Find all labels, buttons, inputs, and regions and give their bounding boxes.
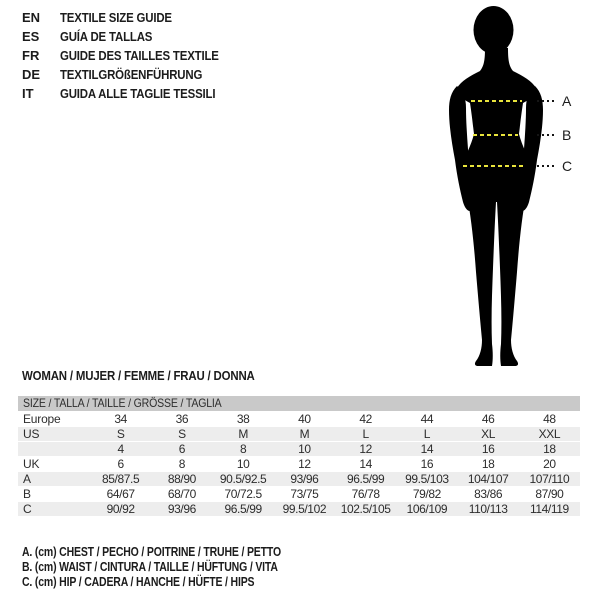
table-cell: 93/96 bbox=[290, 472, 319, 486]
table-cell: 46 bbox=[481, 412, 495, 426]
size-table-body bbox=[18, 411, 580, 516]
table-cell: 96.5/99 bbox=[347, 472, 385, 486]
gender-heading bbox=[22, 368, 286, 383]
table-cell: 87/90 bbox=[535, 487, 564, 501]
table-cell: M bbox=[299, 427, 310, 441]
language-code: EN bbox=[22, 10, 41, 25]
table-cell: 83/86 bbox=[474, 487, 503, 501]
waist-measure-dash bbox=[473, 134, 518, 136]
table-cell: 6 bbox=[117, 457, 124, 471]
waist-leader-dots bbox=[537, 134, 554, 136]
table-cell: 73/75 bbox=[290, 487, 319, 501]
table-cell: 88/90 bbox=[167, 472, 196, 486]
woman-silhouette bbox=[430, 4, 573, 369]
table-cell: 10 bbox=[298, 442, 311, 456]
table-cell: 110/113 bbox=[468, 502, 508, 516]
table-cell: 10 bbox=[236, 457, 250, 471]
table-cell: L bbox=[423, 427, 431, 441]
table-cell: 20 bbox=[543, 457, 556, 471]
language-code: DE bbox=[22, 67, 41, 82]
table-row-label: C bbox=[23, 502, 32, 516]
table-row-label bbox=[18, 442, 90, 456]
table-row-label: Europe bbox=[23, 412, 61, 426]
table-cell: 34 bbox=[114, 412, 127, 426]
table-cell: 36 bbox=[175, 412, 189, 426]
table-cell: 96.5/99 bbox=[224, 502, 262, 516]
table-cell: 99.5/103 bbox=[405, 472, 449, 486]
table-cell: 40 bbox=[298, 412, 311, 426]
table-cell: 107/110 bbox=[529, 472, 570, 486]
chest-leader-dots bbox=[537, 100, 554, 102]
table-cell: 16 bbox=[481, 442, 495, 456]
table-cell: 18 bbox=[481, 457, 495, 471]
language-title: TEXTILGRÖßENFÜHRUNG bbox=[60, 67, 203, 82]
language-title-block bbox=[22, 8, 240, 103]
table-cell: 44 bbox=[420, 412, 434, 426]
table-row bbox=[18, 411, 580, 426]
table-cell: 104/107 bbox=[467, 472, 509, 486]
measurement-legend bbox=[22, 545, 330, 590]
size-table-header bbox=[18, 396, 580, 411]
language-row bbox=[22, 8, 240, 27]
table-cell: 79/82 bbox=[412, 487, 441, 501]
table-cell: 93/96 bbox=[167, 502, 196, 516]
table-row bbox=[18, 501, 580, 516]
table-cell: 38 bbox=[236, 412, 250, 426]
language-row bbox=[22, 65, 240, 84]
table-cell: 42 bbox=[359, 412, 372, 426]
hip-leader-dots bbox=[537, 165, 554, 167]
table-row-label: B bbox=[23, 487, 31, 501]
table-row bbox=[18, 456, 580, 471]
table-cell: 4 bbox=[117, 442, 124, 456]
table-cell: 6 bbox=[178, 442, 186, 456]
table-cell: XXL bbox=[538, 427, 561, 441]
measure-label-waist: B bbox=[562, 127, 572, 143]
legend-line: C. (cm) HIP / CADERA / HANCHE / HÜFTE / HIPS bbox=[22, 575, 255, 589]
table-cell: 85/87.5 bbox=[102, 472, 140, 486]
legend-line: A. (cm) CHEST / PECHO / POITRINE / TRUHE / PETTO bbox=[22, 545, 281, 559]
gender-heading-text: WOMAN / MUJER / FEMME / FRAU / DONNA bbox=[22, 368, 255, 383]
table-cell: 90/92 bbox=[106, 502, 135, 516]
language-title: GUIDE DES TAILLES TEXTILE bbox=[60, 48, 219, 63]
table-cell: XL bbox=[481, 427, 496, 441]
table-cell: 12 bbox=[298, 457, 311, 471]
table-cell: 102.5/105 bbox=[340, 502, 391, 516]
legend-line: B. (cm) WAIST / CINTURA / TAILLE / HÜFTUNG / VITA bbox=[22, 560, 278, 574]
table-cell: 76/78 bbox=[351, 487, 380, 501]
table-cell: 14 bbox=[420, 442, 434, 456]
table-row-label: UK bbox=[23, 457, 40, 471]
table-cell: 99.5/102 bbox=[282, 502, 327, 516]
table-cell: 18 bbox=[543, 442, 556, 456]
language-row bbox=[22, 46, 240, 65]
language-title: GUÍA DE TALLAS bbox=[60, 29, 153, 44]
table-row-label: US bbox=[23, 427, 40, 441]
language-title: GUIDA ALLE TAGLIE TESSILI bbox=[60, 86, 216, 101]
size-table-header-text: SIZE / TALLA / TAILLE / GRÖSSE / TAGLIA bbox=[23, 396, 222, 410]
language-title: TEXTILE SIZE GUIDE bbox=[60, 10, 172, 25]
table-cell: M bbox=[238, 427, 248, 441]
table-cell: 12 bbox=[359, 442, 372, 456]
size-table bbox=[18, 396, 580, 516]
table-cell: 48 bbox=[543, 412, 556, 426]
language-row bbox=[22, 27, 240, 46]
language-code: FR bbox=[22, 48, 40, 63]
table-cell: 64/67 bbox=[106, 487, 135, 501]
table-cell: S bbox=[178, 427, 186, 441]
table-row bbox=[18, 486, 580, 501]
measure-label-chest: A bbox=[562, 93, 572, 109]
language-code: IT bbox=[22, 86, 34, 101]
table-row bbox=[18, 471, 580, 486]
language-code: ES bbox=[22, 29, 40, 44]
table-cell: 16 bbox=[420, 457, 434, 471]
table-row bbox=[18, 426, 580, 441]
table-cell: 14 bbox=[359, 457, 372, 471]
table-cell: S bbox=[116, 427, 125, 441]
chest-measure-dash bbox=[471, 100, 522, 102]
table-cell: 90.5/92.5 bbox=[219, 472, 267, 486]
table-cell: 68/70 bbox=[167, 487, 196, 501]
table-cell: 8 bbox=[239, 442, 247, 456]
table-row bbox=[18, 441, 580, 456]
silhouette-head bbox=[474, 6, 514, 54]
table-cell: L bbox=[362, 427, 369, 441]
table-cell: 70/72.5 bbox=[224, 487, 262, 501]
woman-silhouette-svg bbox=[430, 4, 573, 369]
table-cell: 114/119 bbox=[529, 502, 569, 516]
table-cell: 106/109 bbox=[406, 502, 448, 516]
hip-measure-dash bbox=[463, 165, 523, 167]
measure-label-hip: C bbox=[562, 158, 573, 174]
table-row-label: A bbox=[23, 472, 31, 486]
table-cell: 8 bbox=[178, 457, 186, 471]
language-row bbox=[22, 84, 240, 103]
